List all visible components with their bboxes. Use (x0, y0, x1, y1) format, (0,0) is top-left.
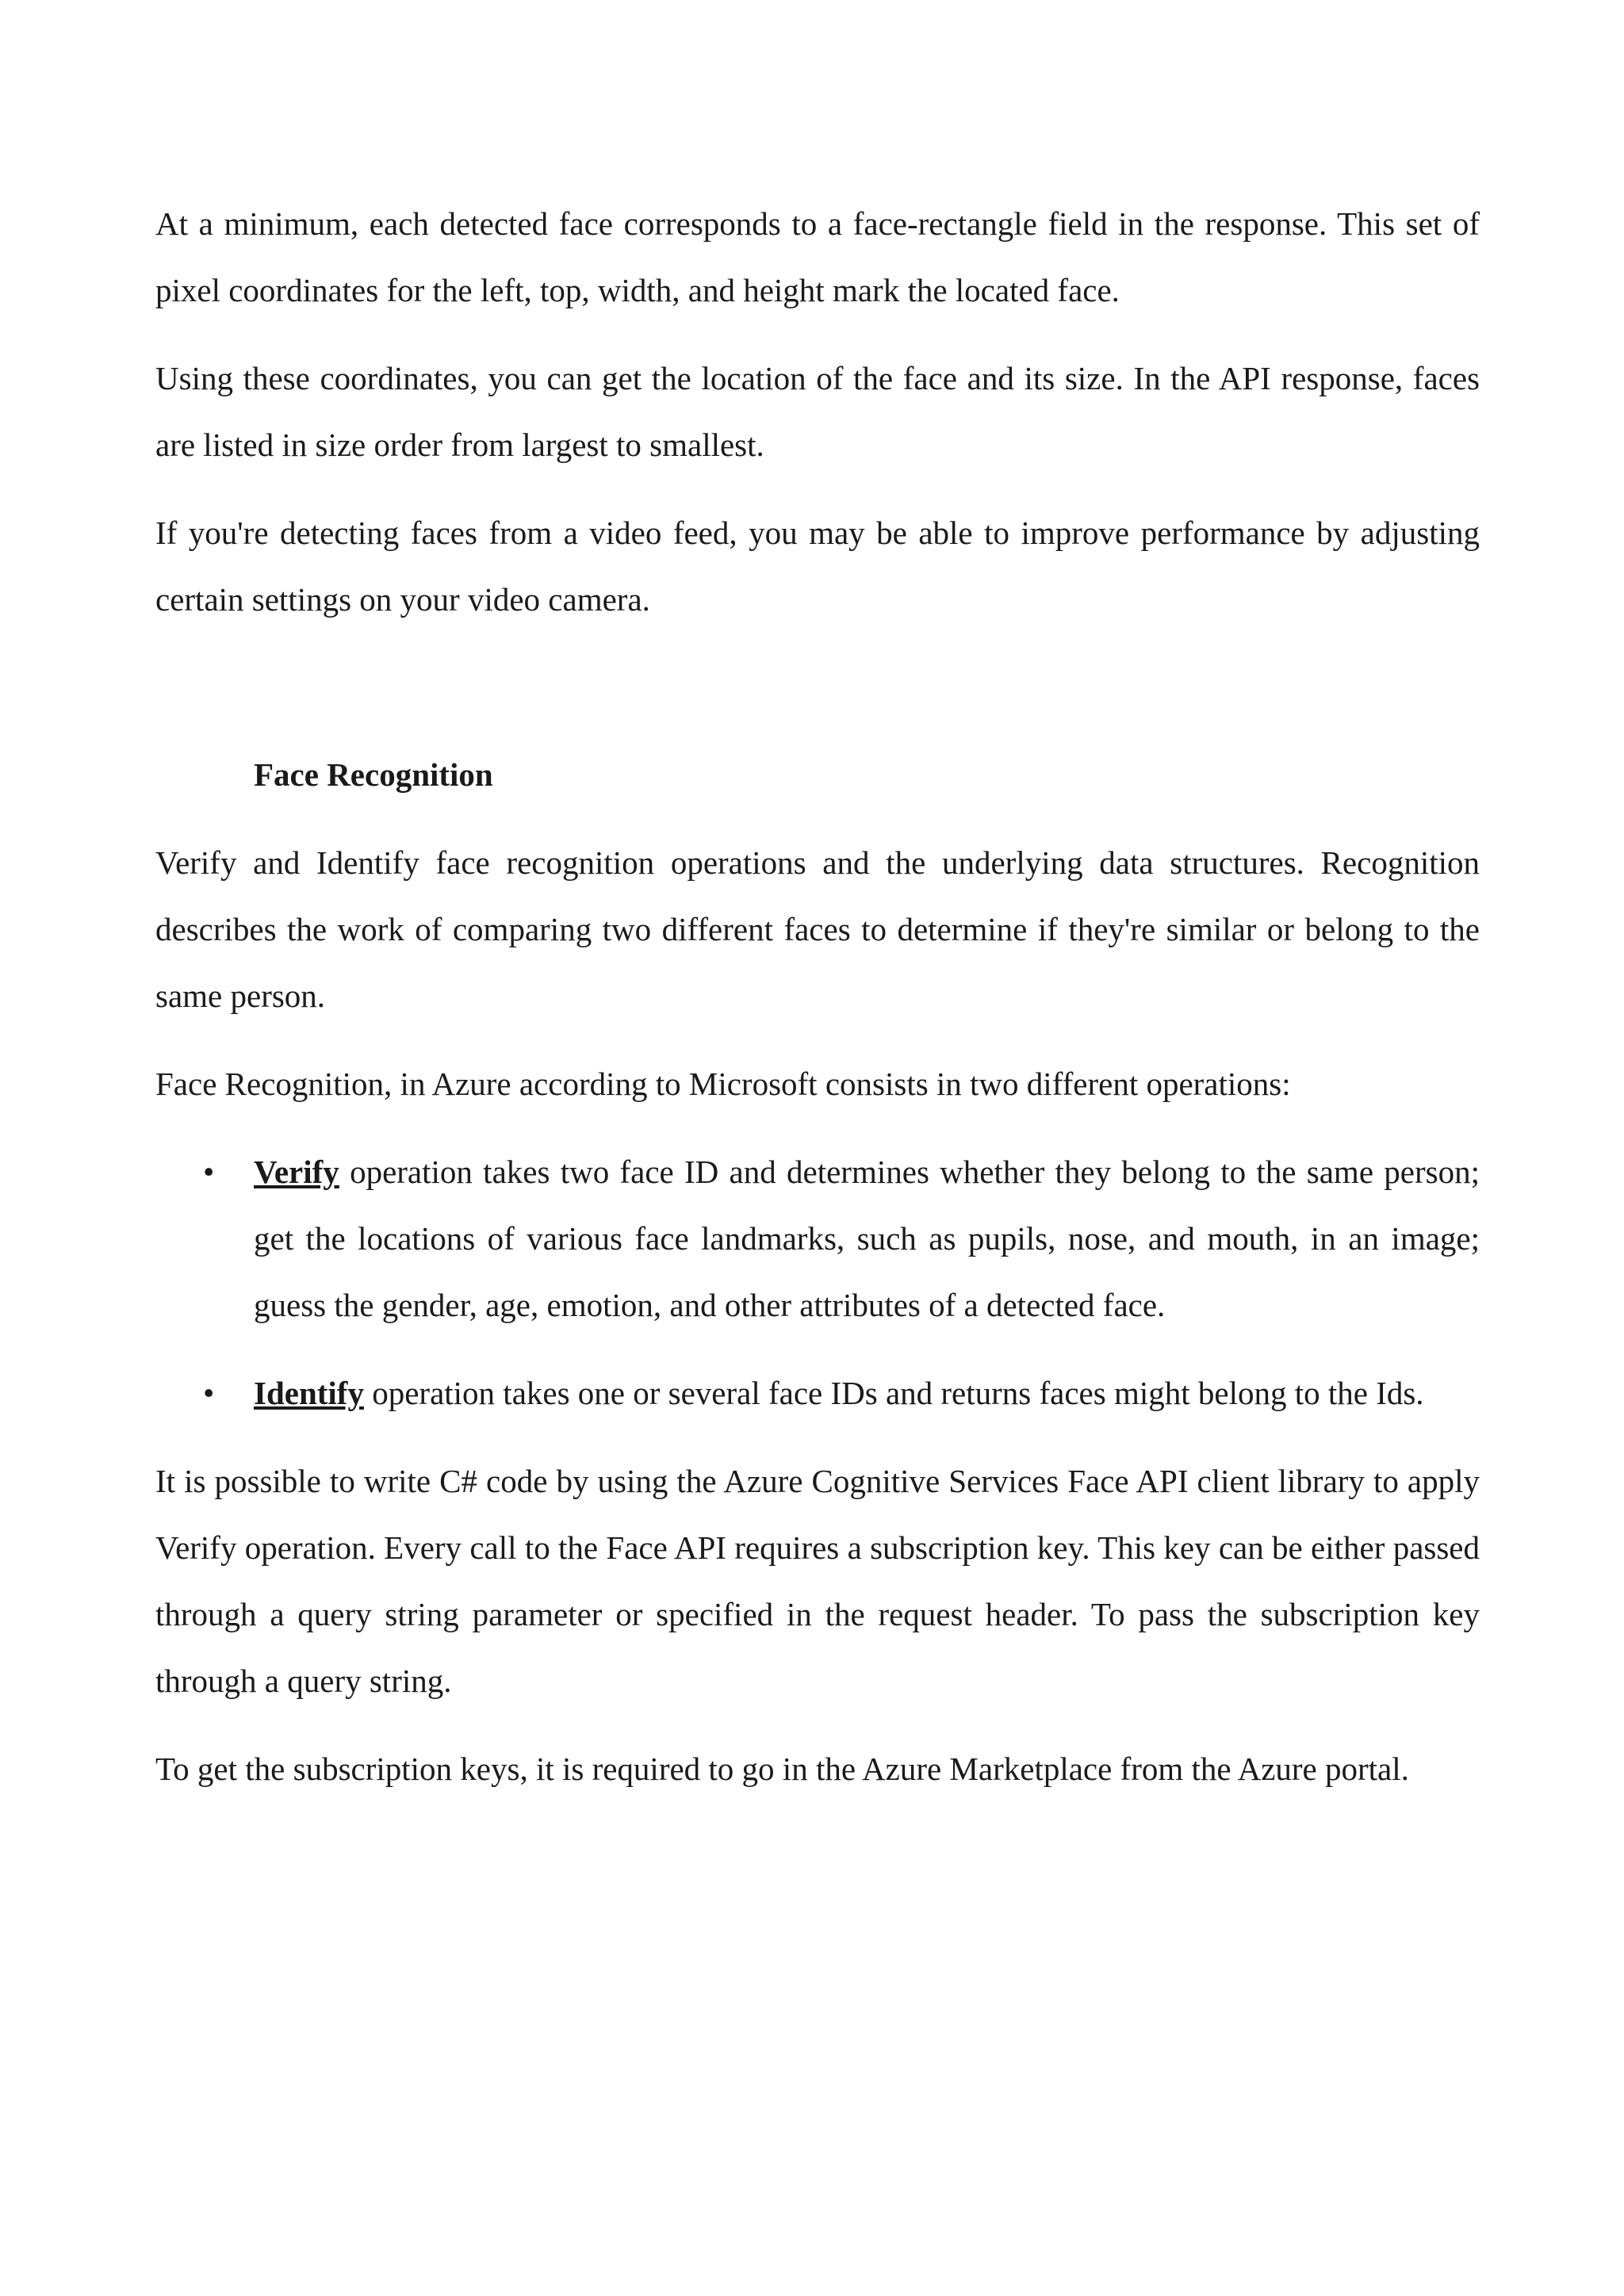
term-verify: Verify (254, 1154, 339, 1190)
verify-description: operation takes two face ID and determines whether they belong to the same person; get the locations of various face landmarks, such as pupils, nose, and mouth, in an image; guess the gender, age, emotion, and other attributes of a detected face. (254, 1154, 1480, 1323)
operations-list (155, 1138, 1480, 1426)
intro-paragraph-2: Using these coordinates, you can get the location of the face and its size. In the API response, faces are listed in size order from largest to smallest. (155, 360, 1480, 463)
list-item-verify (155, 1138, 1480, 1338)
section-heading: Face Recognition (254, 756, 493, 793)
section-paragraph-4: To get the subscription keys, it is required to go in the Azure Marketplace from the Azure portal. (155, 1751, 1409, 1787)
intro-paragraph-1: At a minimum, each detected face corresponds to a face-rectangle field in the response. This set of pixel coordinates for the left, top, width, and height mark the located face. (155, 205, 1480, 308)
list-item-identify (155, 1360, 1480, 1426)
section-paragraph-3: It is possible to write C# code by using the Azure Cognitive Services Face API client library to apply Verify operation. Every call to the Face API requires a subscription key. This key can be either passed through a query string parameter or specified in the request header. To pass the subscription key through a query string. (155, 1463, 1480, 1699)
section-paragraph-2: Face Recognition, in Azure according to Microsoft consists in two different operations: (155, 1066, 1291, 1102)
identify-description: operation takes one or several face IDs and returns faces might belong to the Ids. (363, 1375, 1424, 1411)
page-content (155, 190, 1480, 1823)
section-spacer (155, 654, 1480, 741)
term-identify: Identify (254, 1375, 364, 1411)
section-paragraph-1: Verify and Identify face recognition operations and the underlying data structures. Recognition describes the work of comparing two different faces to determine if they're similar or belong to the same person. (155, 844, 1480, 1014)
bullet-icon: • (203, 1154, 215, 1190)
bullet-icon: • (203, 1375, 215, 1411)
intro-paragraph-3: If you're detecting faces from a video feed, you may be able to improve performance by adjusting certain settings on your video camera. (155, 515, 1480, 618)
